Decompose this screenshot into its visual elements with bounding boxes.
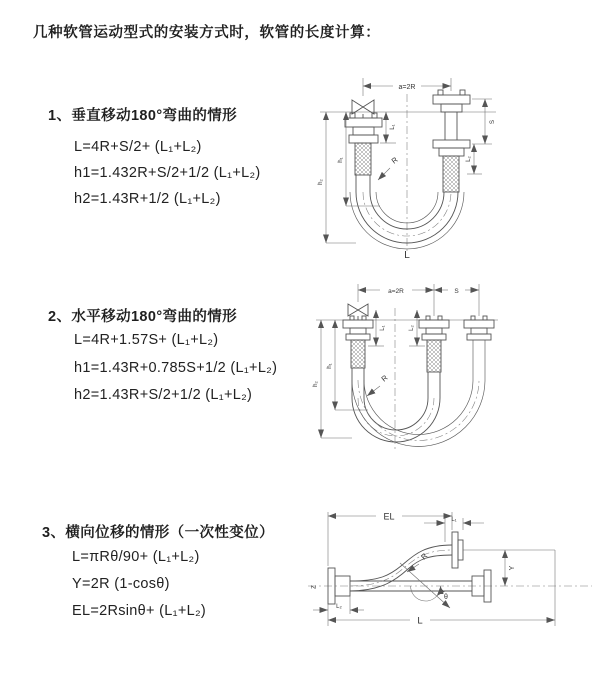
dim-rise-y	[505, 550, 516, 586]
flange-left	[345, 113, 382, 143]
formula-s3-el: EL=2Rsinθ+ (L₁+L₂)	[72, 603, 207, 619]
section-2-heading: 2、水平移动180°弯曲的情形	[48, 309, 238, 325]
diagram-lateral-displacement	[300, 500, 600, 668]
dim-label-radius: R	[379, 373, 390, 384]
dim-label-fit-left: L₂	[336, 604, 342, 610]
dim-el	[328, 512, 452, 567]
flange-right	[433, 90, 470, 156]
flange-left	[343, 316, 373, 340]
hose-u-bend-position2	[352, 340, 485, 447]
diagram-vertical-bend	[306, 60, 598, 262]
formula-s2-l: L=4R+1.57S+ (L₁+L₂)	[74, 332, 219, 348]
flange-right	[464, 316, 494, 340]
page-title: 几种软管运动型式的安装方式时，软管的长度计算：	[33, 25, 381, 41]
dim-label-height1: h₁	[337, 157, 344, 163]
braided-hose-left	[355, 143, 371, 175]
formula-s1-h2: h2=1.43R+1/2 (L₁+L₂)	[74, 191, 221, 207]
dim-fit-left	[313, 596, 364, 626]
braided-hose-right	[443, 156, 459, 192]
dim-fit-left	[380, 112, 396, 143]
hose-displaced-position	[350, 532, 463, 591]
dim-offset-s	[472, 99, 496, 144]
dim-height2	[317, 112, 356, 243]
dim-label-el: EL	[383, 511, 395, 522]
dim-fit-right	[424, 517, 484, 542]
dim-label-length: L	[404, 250, 410, 261]
dim-fit-right	[465, 144, 482, 174]
dim-label-shift: S	[454, 288, 459, 295]
formula-s3-l: L=πRθ/90+ (L₁+L₂)	[72, 549, 200, 565]
dim-label-width: a=2R	[398, 84, 416, 91]
dim-shift-s	[434, 288, 479, 295]
braided-hose-left	[351, 340, 365, 368]
formula-s2-h2: h2=1.43R+S/2+1/2 (L₁+L₂)	[74, 387, 253, 403]
dim-label-radius: R	[419, 551, 430, 562]
dim-label-fit-left: L₁	[380, 325, 386, 331]
section-3-heading: 3、横向位移的情形（一次性变位）	[42, 525, 274, 541]
radius-callout	[378, 155, 400, 180]
dim-label-angle: θ	[444, 594, 448, 601]
dim-label-width: a=2R	[388, 288, 404, 295]
dim-label-fit-right: L₁	[451, 517, 457, 523]
dim-label-fit-middle: L₂	[409, 325, 415, 331]
braided-hose-middle	[427, 340, 441, 372]
dim-label-height1: h₁	[326, 363, 333, 369]
formula-s2-h1: h1=1.43R+0.785S+1/2 (L₁+L₂)	[74, 360, 278, 376]
dim-label-rise: Y	[509, 565, 516, 571]
dim-label-fit-right: L₂	[465, 156, 472, 162]
formula-s1-l: L=4R+S/2+ (L₁+L₂)	[74, 139, 202, 155]
axis-mark: Z	[311, 585, 318, 589]
radius-callout	[367, 373, 390, 396]
dim-label-height2: h₂	[312, 381, 319, 387]
valve-icon	[348, 304, 368, 320]
dim-label-radius: R	[389, 155, 400, 166]
hose-u-bend-position1	[352, 368, 440, 442]
diagram-horizontal-bend	[306, 280, 600, 458]
dim-label-offset: S	[489, 119, 496, 125]
angle-construction	[400, 563, 450, 608]
dim-label-fit-left: L₁	[389, 124, 396, 130]
formula-s1-h1: h1=1.432R+S/2+1/2 (L₁+L₂)	[74, 165, 261, 181]
section-1-heading: 1、垂直移动180°弯曲的情形	[48, 108, 238, 124]
flange-middle	[419, 316, 449, 340]
dim-label-height2: h₂	[317, 179, 324, 185]
dim-label-length: L	[417, 615, 423, 627]
dim-length	[328, 616, 555, 627]
formula-s3-y: Y=2R (1-cosθ)	[72, 576, 170, 592]
